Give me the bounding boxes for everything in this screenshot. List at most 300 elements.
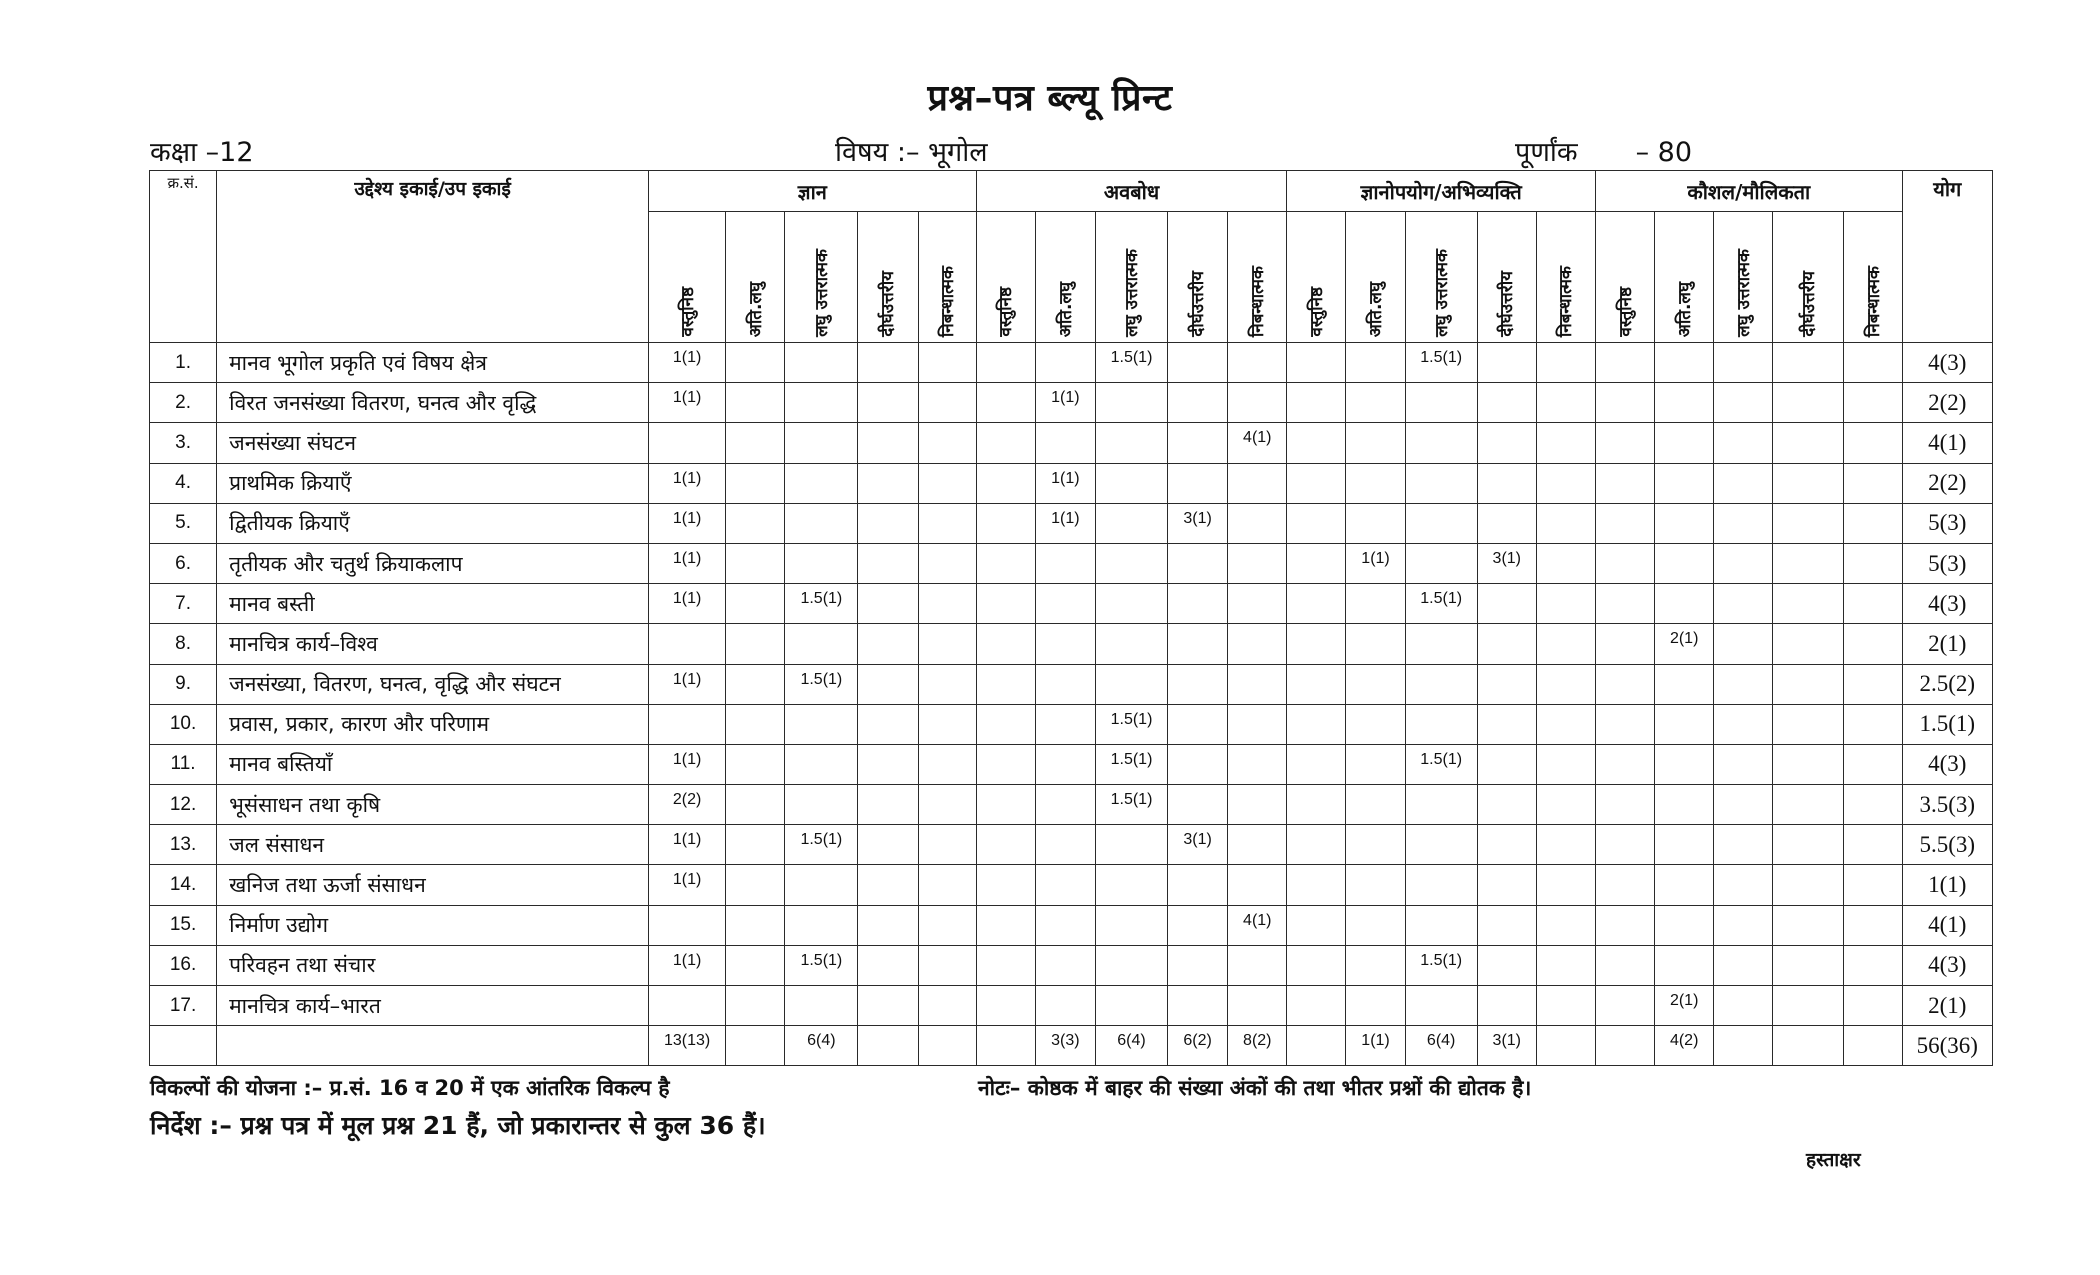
unit-header: उद्देश्य इकाई/उप इकाई (217, 171, 649, 343)
unit-name: मानचित्र कार्य–भारत (217, 986, 649, 1026)
marks-cell (858, 343, 918, 383)
marks-cell (1773, 785, 1844, 825)
direction-text: निर्देश :– प्रश्न पत्र में मूल प्रश्न 21 हैं, जो प्रकारान्तर से कुल 36 हैं। (150, 1111, 766, 1140)
row-number: 16. (150, 945, 217, 985)
marks-cell (785, 785, 858, 825)
marks-cell (1596, 785, 1655, 825)
marks-cell (858, 1026, 918, 1066)
marks-cell (1773, 383, 1844, 423)
marks-cell: 1(1) (649, 945, 726, 985)
marks-cell: 1(1) (1035, 383, 1095, 423)
row-number: 12. (150, 785, 217, 825)
marks-cell (1655, 865, 1714, 905)
marks-cell (726, 986, 785, 1026)
marks-cell (1773, 905, 1844, 945)
marks-cell (1773, 463, 1844, 503)
marks-cell (1596, 865, 1655, 905)
unit-name: मानव बस्ती (217, 584, 649, 624)
marks-cell (1168, 785, 1228, 825)
marks-cell (1228, 624, 1287, 664)
unit-name: निर्माण उद्योग (217, 905, 649, 945)
row-total: 3.5(3) (1902, 785, 1992, 825)
marks-cell (1287, 704, 1346, 744)
subheader-cell (1405, 212, 1477, 343)
marks-cell (918, 704, 976, 744)
marks-cell (1095, 865, 1167, 905)
marks-cell (1095, 905, 1167, 945)
marks-cell (1536, 383, 1595, 423)
marks-cell (1655, 343, 1714, 383)
marks-cell (1477, 423, 1536, 463)
marks-cell (785, 423, 858, 463)
marks-cell: 1.5(1) (1095, 704, 1167, 744)
unit-name: मानव बस्तियाँ (217, 744, 649, 784)
marks-cell (1655, 383, 1714, 423)
marks-cell (726, 624, 785, 664)
marks-cell (1228, 986, 1287, 1026)
marks-cell (1714, 503, 1773, 543)
subheader-cell (1477, 212, 1536, 343)
marks-cell: 1(1) (1346, 543, 1405, 583)
unit-name: मानचित्र कार्य–विश्व (217, 624, 649, 664)
marks-cell (1287, 343, 1346, 383)
marks-cell (649, 624, 726, 664)
table-row (150, 543, 1993, 583)
marks-cell (1536, 825, 1595, 865)
table-row (150, 986, 1993, 1026)
marks-cell (1773, 1026, 1844, 1066)
marks-cell (1477, 624, 1536, 664)
marks-cell: 2(1) (1655, 624, 1714, 664)
marks-cell (1035, 945, 1095, 985)
table-row (150, 664, 1993, 704)
marks-cell (1287, 584, 1346, 624)
marks-cell (1168, 584, 1228, 624)
row-number: 13. (150, 825, 217, 865)
marks-cell (858, 865, 918, 905)
marks-cell (1095, 825, 1167, 865)
subheader-label: अति.लघु (1055, 281, 1076, 337)
marks-cell (1287, 986, 1346, 1026)
marks-cell (785, 463, 858, 503)
marks-cell (1346, 624, 1405, 664)
row-number: 3. (150, 423, 217, 463)
marks-cell: 4(2) (1655, 1026, 1714, 1066)
marks-cell (1477, 744, 1536, 784)
marks-cell: 1.5(1) (1095, 744, 1167, 784)
marks-cell (726, 825, 785, 865)
marks-cell (1844, 1026, 1902, 1066)
marks-cell (1714, 986, 1773, 1026)
marks-cell (1536, 1026, 1595, 1066)
marks-cell: 1(1) (649, 584, 726, 624)
subheader-cell (1346, 212, 1405, 343)
unit-name: जनसंख्या, वितरण, घनत्व, वृद्धि और संघटन (217, 664, 649, 704)
marks-cell (1035, 865, 1095, 905)
marks-cell (976, 865, 1035, 905)
marks-cell: 1.5(1) (785, 584, 858, 624)
marks-cell (1536, 463, 1595, 503)
marks-cell (1844, 905, 1902, 945)
marks-cell (1536, 584, 1595, 624)
subheader-cell (1095, 212, 1167, 343)
subheader-cell (1168, 212, 1228, 343)
marks-cell (1536, 704, 1595, 744)
marks-cell (1287, 865, 1346, 905)
marks-cell (1168, 744, 1228, 784)
marks-cell (918, 383, 976, 423)
marks-cell (858, 945, 918, 985)
marks-cell (976, 744, 1035, 784)
subheader-label: दीर्घउत्तरीय (1497, 271, 1518, 337)
marks-cell (1405, 664, 1477, 704)
marks-cell (785, 383, 858, 423)
marks-cell: 13(13) (649, 1026, 726, 1066)
marks-cell (1095, 383, 1167, 423)
marks-cell (1596, 343, 1655, 383)
subheader-cell (785, 212, 858, 343)
subheader-cell (976, 212, 1035, 343)
marks-cell (1405, 463, 1477, 503)
subheader-label: वस्तुनिष्ठ (996, 287, 1017, 337)
marks-cell (1844, 865, 1902, 905)
marks-cell (1844, 383, 1902, 423)
marks-cell (1714, 664, 1773, 704)
marks-cell (976, 785, 1035, 825)
marks-cell (1405, 543, 1477, 583)
table-row (150, 343, 1993, 383)
marks-cell: 1(1) (649, 383, 726, 423)
marks-cell (785, 543, 858, 583)
marks-cell (858, 383, 918, 423)
marks-cell (1844, 463, 1902, 503)
table-row (150, 785, 1993, 825)
marks-cell (1168, 865, 1228, 905)
marks-cell (858, 463, 918, 503)
marks-cell (858, 423, 918, 463)
marks-cell: 6(2) (1168, 1026, 1228, 1066)
marks-cell (1844, 423, 1902, 463)
marks-cell (726, 383, 785, 423)
marks-cell (1477, 785, 1536, 825)
row-total: 1(1) (1902, 865, 1992, 905)
marks-cell (1655, 503, 1714, 543)
marks-cell (726, 584, 785, 624)
subheader-label: लघु उत्तरात्मक (1431, 249, 1452, 337)
marks-cell (1095, 423, 1167, 463)
marks-cell (1035, 825, 1095, 865)
row-number: 10. (150, 704, 217, 744)
marks-cell (1536, 343, 1595, 383)
marks-cell (1168, 664, 1228, 704)
marks-cell (726, 945, 785, 985)
marks-cell (918, 423, 976, 463)
marks-cell (1035, 905, 1095, 945)
marks-cell (1228, 785, 1287, 825)
marks-cell (976, 383, 1035, 423)
marks-cell (976, 704, 1035, 744)
marks-cell (1035, 624, 1095, 664)
row-number: 14. (150, 865, 217, 905)
marks-cell (1228, 865, 1287, 905)
marks-cell (1287, 744, 1346, 784)
subheader-label: दीर्घउत्तरीय (1188, 271, 1209, 337)
marks-cell (1287, 503, 1346, 543)
options-scheme: विकल्पों की योजना :– प्र.सं. 16 व 20 में एक आंतरिक विकल्प है (150, 1076, 670, 1100)
marks-cell: 1(1) (1035, 503, 1095, 543)
marks-cell (976, 463, 1035, 503)
marks-cell (1655, 744, 1714, 784)
marks-cell (785, 744, 858, 784)
marks-cell: 4(1) (1228, 423, 1287, 463)
subheader-cell (918, 212, 976, 343)
marks-cell (1536, 785, 1595, 825)
class-label: कक्षा –12 (150, 137, 254, 168)
marks-cell (858, 986, 918, 1026)
marks-cell (1655, 543, 1714, 583)
marks-cell (1168, 945, 1228, 985)
row-total: 1.5(1) (1902, 704, 1992, 744)
marks-cell (1773, 664, 1844, 704)
marks-cell (785, 905, 858, 945)
marks-cell (1095, 945, 1167, 985)
marks-cell (1844, 664, 1902, 704)
marks-cell (1346, 503, 1405, 543)
table-row (150, 624, 1993, 664)
unit-name: जल संसाधन (217, 825, 649, 865)
marks-cell (1035, 343, 1095, 383)
row-total: 4(3) (1902, 584, 1992, 624)
marks-cell (1844, 584, 1902, 624)
marks-cell (918, 865, 976, 905)
marks-cell (1035, 785, 1095, 825)
subheader-label: अति.लघु (745, 281, 766, 337)
marks-cell (1477, 383, 1536, 423)
marks-cell (1655, 825, 1714, 865)
marks-cell (1346, 423, 1405, 463)
marks-cell (858, 664, 918, 704)
marks-cell (1596, 986, 1655, 1026)
marks-cell (1596, 383, 1655, 423)
row-number: 8. (150, 624, 217, 664)
marks-cell: 6(4) (1405, 1026, 1477, 1066)
marks-cell (1773, 825, 1844, 865)
marks-cell (1405, 624, 1477, 664)
marks-cell (785, 624, 858, 664)
marks-cell (1596, 543, 1655, 583)
signature-label: हस्ताक्षर (1806, 1149, 1861, 1171)
marks-cell (858, 785, 918, 825)
max-marks (1515, 132, 1692, 169)
marks-cell (1844, 543, 1902, 583)
subject-label: विषय :– भूगोल (835, 137, 988, 168)
subheader-label: लघु उत्तरात्मक (1121, 249, 1142, 337)
marks-cell (1773, 945, 1844, 985)
marks-cell: 1(1) (649, 503, 726, 543)
marks-cell (1228, 704, 1287, 744)
marks-cell: 1(1) (649, 543, 726, 583)
marks-cell (1035, 986, 1095, 1026)
marks-cell: 1(1) (649, 664, 726, 704)
marks-cell (1596, 905, 1655, 945)
marks-cell (1655, 945, 1714, 985)
subheader-cell (1714, 212, 1773, 343)
marks-cell (1655, 785, 1714, 825)
subheader-label: वस्तुनिष्ठ (1615, 287, 1636, 337)
subheader-cell (1655, 212, 1714, 343)
subheader-label: वस्तुनिष्ठ (677, 287, 698, 337)
row-total: 2(2) (1902, 383, 1992, 423)
marks-cell: 1.5(1) (785, 664, 858, 704)
marks-cell (1596, 463, 1655, 503)
marks-cell (1714, 383, 1773, 423)
row-total: 2(2) (1902, 463, 1992, 503)
table-row (150, 423, 1993, 463)
marks-cell (1346, 664, 1405, 704)
row-total: 5(3) (1902, 503, 1992, 543)
marks-cell (1477, 945, 1536, 985)
marks-cell (1477, 503, 1536, 543)
marks-cell: 2(2) (649, 785, 726, 825)
unit-name: प्राथमिक क्रियाएँ (217, 463, 649, 503)
marks-cell (1844, 744, 1902, 784)
unit-name: मानव भूगोल प्रकृति एवं विषय क्षेत्र (217, 343, 649, 383)
group-header: ज्ञानोपयोग/अभिव्यक्ति (1287, 171, 1596, 212)
note-text: नोटः– कोष्ठक में बाहर की संख्या अंकों की तथा भीतर प्रश्नों की द्योतक है। (978, 1076, 1532, 1100)
subheader-cell (1035, 212, 1095, 343)
marks-cell (1405, 785, 1477, 825)
table-row (150, 1026, 1993, 1066)
marks-cell (1287, 945, 1346, 985)
marks-cell (1168, 383, 1228, 423)
marks-cell (1714, 1026, 1773, 1066)
marks-cell (1346, 584, 1405, 624)
table-row (150, 704, 1993, 744)
marks-cell (1844, 825, 1902, 865)
subheader-label: लघु उत्तरात्मक (1733, 249, 1754, 337)
row-total: 56(36) (1902, 1026, 1992, 1066)
marks-cell (976, 825, 1035, 865)
subheader-label: दीर्घउत्तरीय (1798, 271, 1819, 337)
subheader-label: निबन्धात्मक (1247, 265, 1268, 337)
group-header: अवबोध (976, 171, 1287, 212)
marks-cell (1168, 343, 1228, 383)
row-number: 17. (150, 986, 217, 1026)
marks-cell (1714, 343, 1773, 383)
row-number: 7. (150, 584, 217, 624)
marks-cell (1844, 785, 1902, 825)
marks-cell (649, 704, 726, 744)
marks-cell (918, 825, 976, 865)
marks-cell (918, 785, 976, 825)
row-number: 2. (150, 383, 217, 423)
marks-cell (726, 744, 785, 784)
marks-cell (1228, 543, 1287, 583)
marks-cell (1536, 905, 1595, 945)
marks-cell (1346, 343, 1405, 383)
marks-cell (1536, 543, 1595, 583)
marks-cell (1655, 905, 1714, 945)
marks-cell (1346, 744, 1405, 784)
subheader-label: लघु उत्तरात्मक (811, 249, 832, 337)
marks-cell (1596, 624, 1655, 664)
marks-cell (1346, 383, 1405, 423)
marks-cell (1346, 865, 1405, 905)
row-total: 2.5(2) (1902, 664, 1992, 704)
marks-cell (1773, 865, 1844, 905)
unit-name: खनिज तथा ऊर्जा संसाधन (217, 865, 649, 905)
marks-cell (1405, 423, 1477, 463)
row-total: 2(1) (1902, 624, 1992, 664)
marks-cell (1346, 785, 1405, 825)
marks-cell (1596, 584, 1655, 624)
marks-cell (726, 343, 785, 383)
row-number (150, 1026, 217, 1066)
row-number: 6. (150, 543, 217, 583)
marks-cell (918, 503, 976, 543)
subheader-label: दीर्घउत्तरीय (878, 271, 899, 337)
marks-cell: 1.5(1) (1095, 343, 1167, 383)
marks-cell (918, 986, 976, 1026)
row-total: 4(3) (1902, 343, 1992, 383)
marks-cell (976, 624, 1035, 664)
marks-cell (1714, 865, 1773, 905)
marks-cell (1405, 825, 1477, 865)
marks-cell (1773, 986, 1844, 1026)
marks-cell: 1(1) (649, 463, 726, 503)
table-row (150, 584, 1993, 624)
subheader-label: वस्तुनिष्ठ (1306, 287, 1327, 337)
marks-cell (858, 825, 918, 865)
marks-cell (726, 664, 785, 704)
marks-cell (1228, 503, 1287, 543)
marks-cell (1287, 664, 1346, 704)
marks-cell (1168, 624, 1228, 664)
page-title: प्रश्न–पत्र ब्ल्यू प्रिन्ट (927, 78, 1173, 119)
marks-cell (726, 1026, 785, 1066)
table-row (150, 825, 1993, 865)
marks-cell (976, 905, 1035, 945)
marks-cell (726, 785, 785, 825)
marks-cell (1168, 905, 1228, 945)
table-row (150, 463, 1993, 503)
row-number: 4. (150, 463, 217, 503)
marks-cell (1536, 503, 1595, 543)
marks-cell (1405, 865, 1477, 905)
unit-name: तृतीयक और चतुर्थ क्रियाकलाप (217, 543, 649, 583)
marks-cell (649, 986, 726, 1026)
marks-cell (1035, 664, 1095, 704)
marks-cell (1773, 744, 1844, 784)
marks-cell (858, 584, 918, 624)
unit-name: भूसंसाधन तथा कृषि (217, 785, 649, 825)
marks-cell: 1(1) (649, 744, 726, 784)
marks-cell (858, 543, 918, 583)
marks-cell (1596, 825, 1655, 865)
marks-cell (1405, 503, 1477, 543)
marks-cell (726, 704, 785, 744)
marks-cell: 4(1) (1228, 905, 1287, 945)
marks-cell (1844, 343, 1902, 383)
marks-cell (1536, 423, 1595, 463)
unit-name: द्वितीयक क्रियाएँ (217, 503, 649, 543)
row-total: 4(1) (1902, 905, 1992, 945)
marks-cell (1287, 905, 1346, 945)
marks-cell (918, 664, 976, 704)
marks-cell (976, 343, 1035, 383)
marks-cell (1405, 905, 1477, 945)
marks-cell: 1.5(1) (1405, 584, 1477, 624)
